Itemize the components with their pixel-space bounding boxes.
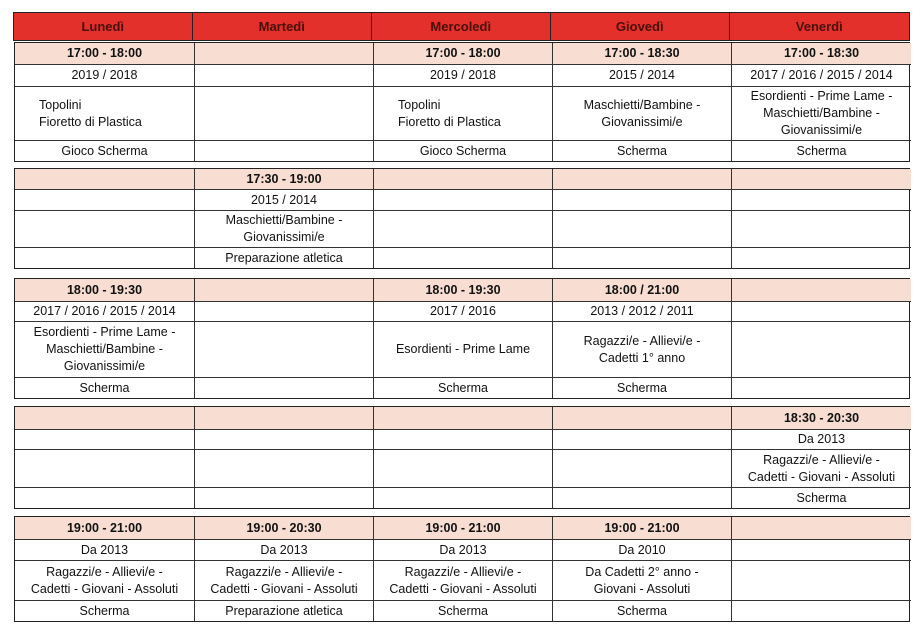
slot-activity-cell [553,487,731,508]
slot-activity-cell: Preparazione atletica [195,600,373,621]
slot-years-cell [374,429,552,449]
slot-groups-cell: Esordienti - Prime Lame - Maschietti/Bambine - Giovanissimi/e [732,86,911,140]
slot-groups-cell [732,210,911,247]
slot-groups-cell: Maschietti/Bambine - Giovanissimi/e [195,210,373,247]
slot-time-cell [15,169,194,189]
slot-groups-cell [553,210,731,247]
slot-groups-cell: Ragazzi/e - Allievi/e - Cadetti - Giovani - Assoluti [732,449,911,487]
slot-years-cell [15,189,194,210]
slot-time-cell [374,169,552,189]
slot-activity-cell: Scherma [732,140,911,161]
slot-friday [731,43,911,161]
slot-activity-cell: Scherma [15,600,194,621]
slot-friday [731,407,911,508]
slot-friday [731,279,911,398]
slot-thursday [552,279,731,398]
slot-years-cell: 2013 / 2012 / 2011 [553,301,731,321]
slot-groups-cell [374,210,552,247]
slot-groups-cell: Topolini Fioretto di Plastica [374,86,552,140]
slot-activity-cell: Gioco Scherma [374,140,552,161]
slot-time-cell: 19:00 - 21:00 [374,517,552,539]
slot-monday [15,43,194,161]
slot-activity-cell [15,487,194,508]
slot-years-cell: Da 2013 [15,539,194,560]
slot-activity-cell [732,247,911,268]
slot-years-cell: 2017 / 2016 / 2015 / 2014 [732,64,911,86]
slot-time-cell [732,279,911,301]
slot-groups-cell [553,449,731,487]
slot-wednesday [373,43,552,161]
slot-activity-cell: Scherma [553,600,731,621]
slot-groups-cell: Ragazzi/e - Allievi/e - Cadetti 1° anno [553,321,731,377]
slot-friday [731,169,911,268]
slot-time-cell [195,407,373,429]
slot-years-cell [15,429,194,449]
slot-monday [15,517,194,621]
slot-activity-cell: Scherma [553,377,731,398]
slot-years-cell: Da 2013 [732,429,911,449]
slot-groups-cell [732,321,911,377]
slot-years-cell [553,429,731,449]
slot-groups-cell: Ragazzi/e - Allievi/e - Cadetti - Giovani - Assoluti [374,560,552,600]
day-header-friday: Venerdì [729,12,911,41]
slot-years-cell: 2019 / 2018 [374,64,552,86]
slot-activity-cell [195,377,373,398]
slot-years-cell: 2015 / 2014 [553,64,731,86]
slot-years-cell [195,64,373,86]
slot-tuesday [194,407,373,508]
slot-years-cell: 2015 / 2014 [195,189,373,210]
slot-groups-cell [374,449,552,487]
slot-time-cell: 17:00 - 18:00 [374,43,552,64]
slot-monday [15,169,194,268]
slot-monday [15,279,194,398]
slot-years-cell [195,301,373,321]
slot-groups-cell [195,86,373,140]
slot-thursday [552,169,731,268]
slot-activity-cell: Scherma [553,140,731,161]
slot-tuesday [194,279,373,398]
slot-thursday [552,43,731,161]
slot-years-cell: Da 2010 [553,539,731,560]
schedule-block-3 [14,278,910,399]
slot-groups-cell: Maschietti/Bambine - Giovanissimi/e [553,86,731,140]
slot-activity-cell: Scherma [15,377,194,398]
slot-time-cell [732,169,911,189]
slot-activity-cell [15,247,194,268]
slot-activity-cell [553,247,731,268]
slot-time-cell: 19:00 - 21:00 [15,517,194,539]
slot-activity-cell [374,487,552,508]
day-header-row [14,12,910,41]
slot-groups-cell: Esordienti - Prime Lame [374,321,552,377]
slot-groups-cell [195,321,373,377]
slot-time-cell [553,407,731,429]
slot-activity-cell: Scherma [732,487,911,508]
slot-groups-cell: Da Cadetti 2° anno - Giovani - Assoluti [553,560,731,600]
slot-wednesday [373,517,552,621]
slot-years-cell [195,429,373,449]
slot-years-cell: Da 2013 [374,539,552,560]
slot-time-cell [732,517,911,539]
slot-activity-cell [195,140,373,161]
slot-groups-cell [195,449,373,487]
slot-years-cell [732,539,911,560]
slot-years-cell [732,189,911,210]
slot-time-cell [15,407,194,429]
day-header-tuesday: Martedì [192,12,373,41]
slot-wednesday [373,279,552,398]
slot-groups-cell [15,210,194,247]
slot-years-cell [553,189,731,210]
slot-time-cell: 18:00 - 19:30 [15,279,194,301]
slot-time-cell [553,169,731,189]
day-header-thursday: Giovedì [550,12,731,41]
slot-years-cell: Da 2013 [195,539,373,560]
slot-activity-cell: Gioco Scherma [15,140,194,161]
slot-time-cell: 19:00 - 21:00 [553,517,731,539]
slot-wednesday [373,169,552,268]
slot-tuesday [194,517,373,621]
slot-time-cell: 17:30 - 19:00 [195,169,373,189]
day-header-monday: Lunedì [13,12,194,41]
slot-tuesday [194,169,373,268]
slot-tuesday [194,43,373,161]
slot-activity-cell: Scherma [374,600,552,621]
slot-years-cell [732,301,911,321]
slot-activity-cell: Preparazione atletica [195,247,373,268]
slot-time-cell: 18:00 / 21:00 [553,279,731,301]
slot-thursday [552,407,731,508]
slot-groups-cell: Esordienti - Prime Lame - Maschietti/Bambine - Giovanissimi/e [15,321,194,377]
slot-years-cell [374,189,552,210]
slot-groups-cell: Topolini Fioretto di Plastica [15,86,194,140]
day-header-wednesday: Mercoledì [371,12,552,41]
slot-monday [15,407,194,508]
schedule-block-5 [14,516,910,622]
slot-time-cell: 17:00 - 18:30 [553,43,731,64]
schedule-block-4 [14,406,910,509]
slot-activity-cell: Scherma [374,377,552,398]
schedule-block-2 [14,168,910,269]
slot-activity-cell [732,377,911,398]
slot-time-cell: 17:00 - 18:30 [732,43,911,64]
slot-time-cell: 17:00 - 18:00 [15,43,194,64]
slot-thursday [552,517,731,621]
slot-activity-cell [732,600,911,621]
slot-time-cell [195,279,373,301]
schedule-block-1 [14,42,910,162]
slot-activity-cell [374,247,552,268]
slot-time-cell: 18:00 - 19:30 [374,279,552,301]
slot-time-cell [374,407,552,429]
slot-years-cell: 2019 / 2018 [15,64,194,86]
slot-groups-cell [732,560,911,600]
slot-time-cell [195,43,373,64]
slot-friday [731,517,911,621]
slot-time-cell: 18:30 - 20:30 [732,407,911,429]
slot-years-cell: 2017 / 2016 [374,301,552,321]
slot-groups-cell: Ragazzi/e - Allievi/e - Cadetti - Giovani - Assoluti [195,560,373,600]
slot-wednesday [373,407,552,508]
slot-groups-cell: Ragazzi/e - Allievi/e - Cadetti - Giovani - Assoluti [15,560,194,600]
slot-time-cell: 19:00 - 20:30 [195,517,373,539]
slot-years-cell: 2017 / 2016 / 2015 / 2014 [15,301,194,321]
slot-groups-cell [15,449,194,487]
slot-activity-cell [195,487,373,508]
